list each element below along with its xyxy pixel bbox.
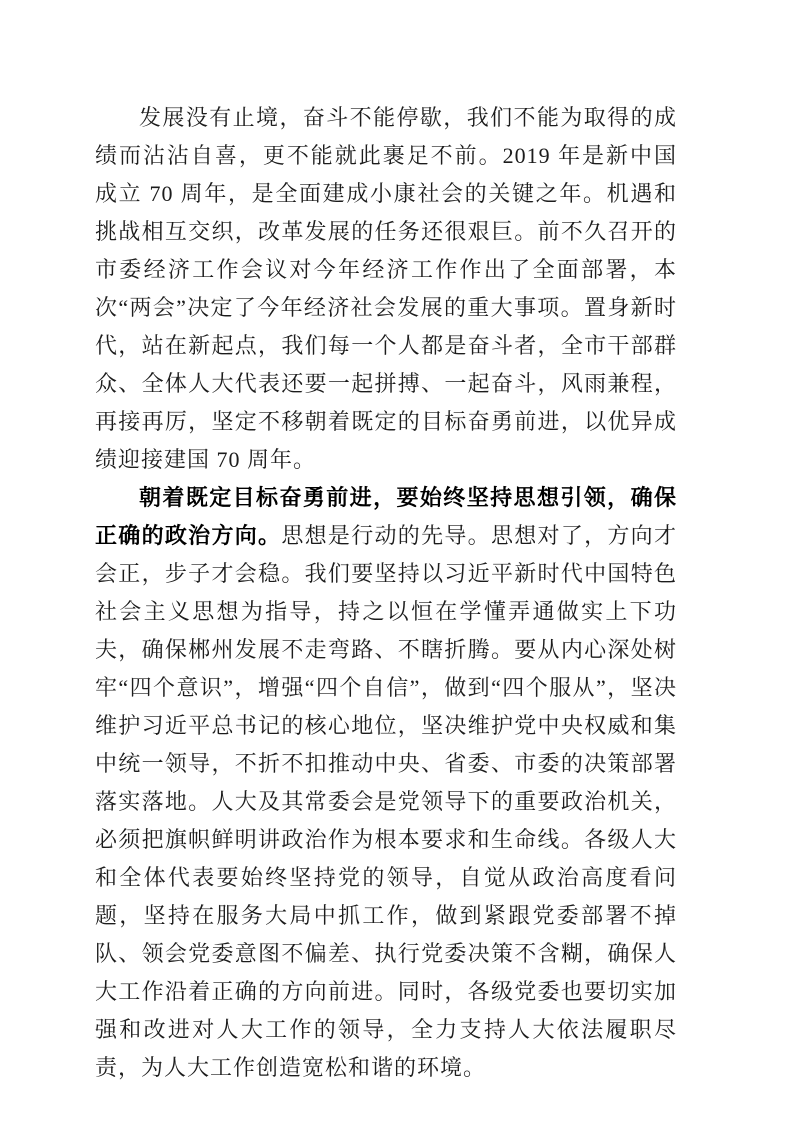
paragraph-1: [95, 99, 677, 479]
paragraph-1-text: 发展没有止境，奋斗不能停歇，我们不能为取得的成绩而沾沾自喜，更不能就此裹足不前。2019 年是新中国成立 70 周年，是全面建成小康社会的关键之年。机遇和挑战相互交织，改革发展的任务还很艰巨。前不久召开的市委经济工作会议对今年经济工作作出了全面部署，本次“两会”决定了今年经济社会发展的重大事项。置身新时代，站在新起点，我们每一个人都是奋斗者，全市干部群众、全体人大代表还要一起拼搏、一起奋斗，风雨兼程，再接再厉，坚定不移朝着既定的目标奋勇前进，以优异成绩迎接建国 70 周年。: [95, 105, 677, 472]
document-body: [95, 99, 677, 1087]
paragraph-2-text: 思想是行动的先导。思想对了，方向才会正，步子才会稳。我们要坚持以习近平新时代中国特色社会主义思想为指导，持之以恒在学懂弄通做实上下功夫，确保郴州发展不走弯路、不瞎折腾。要从内心深处树牢“四个意识”，增强“四个自信”，做到“四个服从”，坚决维护习近平总书记的核心地位，坚决维护党中央权威和集中统一领导，不折不扣推动中央、省委、市委的决策部署落实落地。人大及其常委会是党领导下的重要政治机关，必须把旗帜鲜明讲政治作为根本要求和生命线。各级人大和全体代表要始终坚持党的领导，自觉从政治高度看问题，坚持在服务大局中抓工作，做到紧跟党委部署不掉队、领会党委意图不偏差、执行党委决策不含糊，确保人大工作沿着正确的方向前进。同时，各级党委也要切实加强和改进对人大工作的领导，全力支持人大依法履职尽责，为人大工作创造宽松和谐的环境。: [95, 523, 677, 1080]
paragraph-2-bold-lead: 朝着既定目标奋勇前进，要始终坚持思想引领，确保正确的政治方向。: [95, 485, 677, 548]
paragraph-2: [95, 479, 677, 1087]
